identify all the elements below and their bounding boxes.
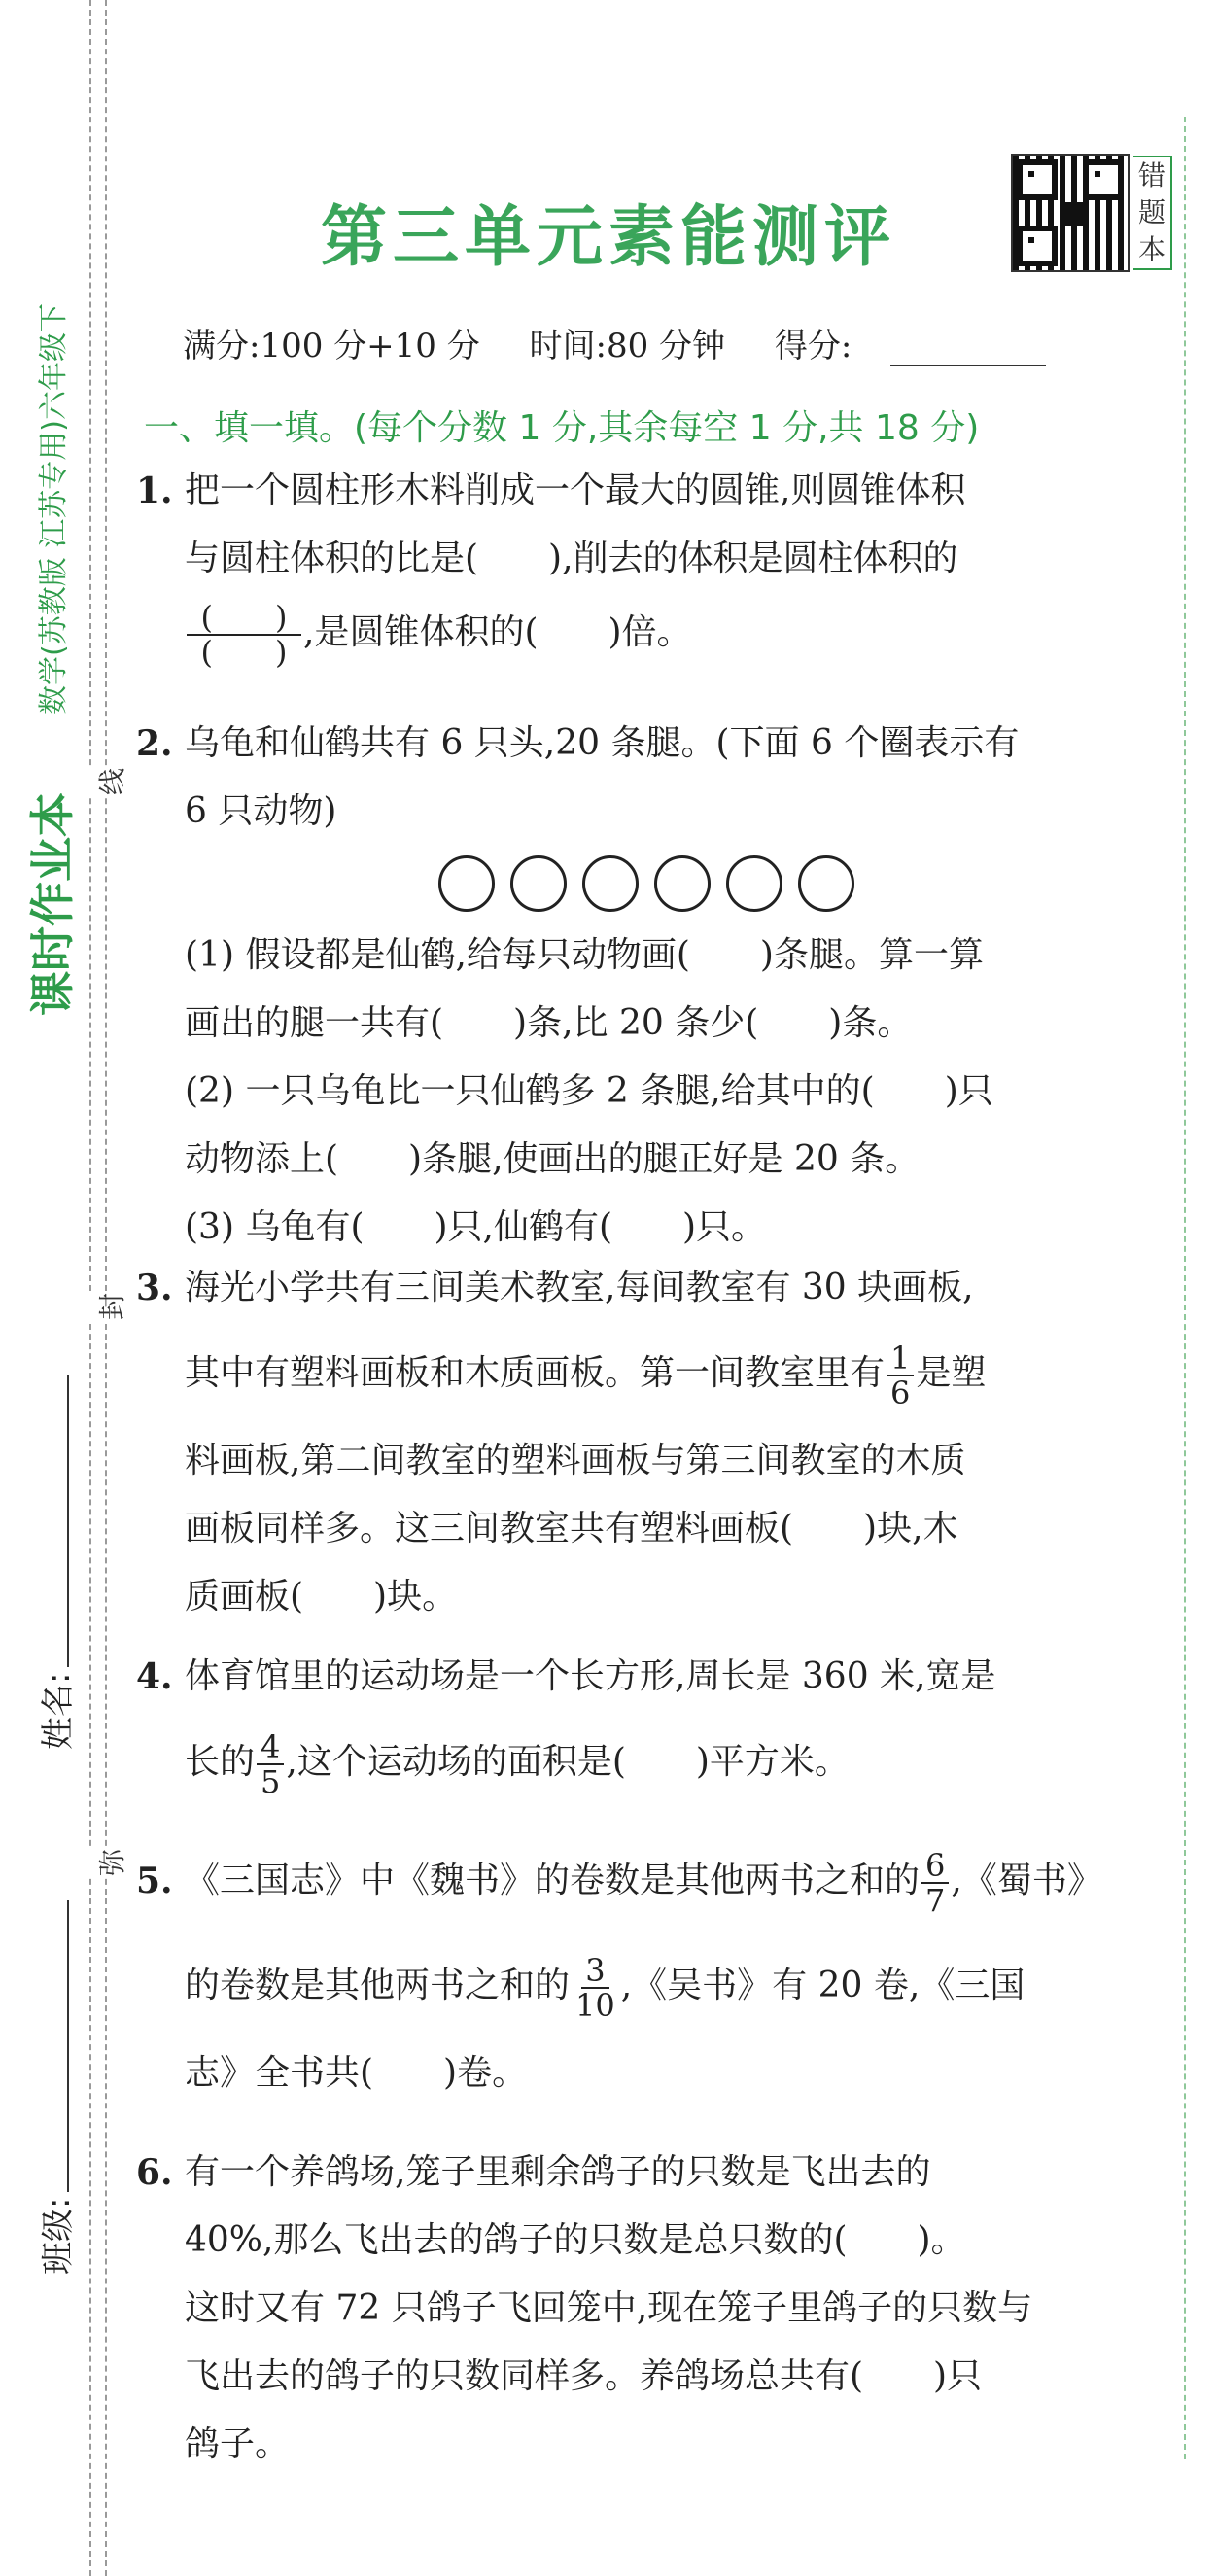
qr-label-char: 题 <box>1137 196 1165 228</box>
question-text: 鸽子。 <box>185 2424 291 2464</box>
fraction-numerator: ( ) <box>187 601 301 636</box>
qr-finder <box>1017 159 1058 200</box>
animal-circle[interactable] <box>438 855 495 912</box>
question-text: 6 只动物) <box>185 791 337 831</box>
question-text: ,《蜀书》 <box>951 1861 1102 1900</box>
class-label: 班级: <box>39 2197 78 2275</box>
qr-label-char: 本 <box>1137 233 1165 265</box>
question-5 <box>136 1847 1108 2107</box>
question-text: 画板同样多。这三间教室共有塑料画板( )块,木 <box>185 1509 958 1549</box>
fraction-denominator: 6 <box>890 1375 911 1411</box>
fraction <box>572 1954 619 2022</box>
series-label: 数学(苏教版 江苏专用)六年级下 <box>37 303 71 714</box>
fraction-denominator: ( ) <box>200 634 288 671</box>
section-heading: 一、填一填。(每个分数 1 分,其余每空 1 分,共 18 分) <box>144 408 980 448</box>
name-blank[interactable] <box>44 1375 69 1667</box>
question-text: ,是圆锥体积的( )倍。 <box>303 612 692 652</box>
binding-mark-seal: 封 <box>87 1293 134 1320</box>
binding-dashed-line-inner <box>105 0 107 2576</box>
animal-circle[interactable] <box>726 855 782 912</box>
question-number: 2. <box>136 723 173 764</box>
binding-mark-line: 线 <box>87 768 134 795</box>
time-limit: 时间:80 分钟 <box>529 327 726 366</box>
score-label: 得分: <box>775 327 1085 366</box>
question-number: 6. <box>136 2152 173 2193</box>
question-text-line <box>185 1728 1108 1798</box>
right-dashed-line <box>1184 117 1186 2459</box>
binding-dashed-line <box>89 0 91 2576</box>
full-score: 满分:100 分+10 分 <box>183 327 480 366</box>
question-text-line <box>185 1340 1108 1410</box>
question-text: 与圆柱体积的比是( ),削去的体积是圆柱体积的 <box>185 539 958 578</box>
question-text: 是塑 <box>916 1353 987 1393</box>
binding-mark-close: 弥 <box>87 1849 134 1876</box>
question-text: 其中有塑料画板和木质画板。第一间教室里有 <box>185 1353 886 1393</box>
class-field <box>31 1900 79 2275</box>
question-number: 1. <box>136 470 173 511</box>
animal-circle[interactable] <box>798 855 854 912</box>
answer-fraction-blank[interactable] <box>187 601 301 669</box>
qr-module <box>1060 202 1083 226</box>
question-number: 4. <box>136 1656 173 1697</box>
fraction <box>921 1849 949 1917</box>
qr-finder <box>1083 159 1124 200</box>
question-number: 3. <box>136 1268 173 1308</box>
question-4 <box>136 1643 1108 1798</box>
question-text: 料画板,第二间教室的塑料画板与第三间教室的木质 <box>185 1441 966 1480</box>
question-text: ,《吴书》有 20 卷,《三国 <box>620 1966 1026 2005</box>
subquestion-text: (2) 一只乌龟比一只仙鹤多 2 条腿,给其中的( )只 <box>185 1071 993 1111</box>
fraction-denominator: 10 <box>575 1987 615 2024</box>
fraction-numerator: 4 <box>257 1730 284 1765</box>
question-text: 《三国志》中《魏书》的卷数是其他两书之和的 <box>185 1861 921 1900</box>
qr-code-icon[interactable] <box>1011 154 1130 272</box>
question-1 <box>136 457 1108 669</box>
fraction <box>887 1341 914 1410</box>
class-blank[interactable] <box>44 1900 69 2192</box>
question-text-line <box>185 1952 1108 2022</box>
qr-label-char: 错 <box>1137 159 1165 191</box>
qr-finder <box>1017 226 1058 266</box>
animal-circles <box>185 855 1108 912</box>
question-2 <box>136 710 1108 1262</box>
question-text: 质画板( )块。 <box>185 1577 458 1617</box>
qr-label <box>1133 156 1172 270</box>
question-text: 把一个圆柱形木料削成一个最大的圆锥,则圆锥体积 <box>185 470 966 510</box>
brand-logo <box>17 792 82 1016</box>
fraction-numerator: 6 <box>921 1849 949 1884</box>
page-title: 第三单元素能测评 <box>320 199 896 276</box>
fraction-denominator: 5 <box>261 1763 281 1800</box>
question-text: 志》全书共( )卷。 <box>185 2053 528 2093</box>
question-text: 海光小学共有三间美术教室,每间教室有 30 块画板, <box>185 1268 974 1307</box>
name-field <box>31 1375 79 1750</box>
subquestion-text: 动物添上( )条腿,使画出的腿正好是 20 条。 <box>185 1139 921 1179</box>
fraction-denominator: 7 <box>925 1882 946 1919</box>
question-text: 飞出去的鸽子的只数同样多。养鸽场总共有( )只 <box>185 2356 983 2396</box>
question-text-line <box>185 1847 1108 1917</box>
question-text: 的卷数是其他两书之和的 <box>185 1966 571 2005</box>
score-blank[interactable] <box>890 345 1046 366</box>
subquestion-text: 画出的腿一共有( )条,比 20 条少( )条。 <box>185 1003 913 1043</box>
fraction-numerator: 3 <box>581 1954 608 1989</box>
subquestion-text: (1) 假设都是仙鹤,给每只动物画( )条腿。算一算 <box>185 935 984 975</box>
animal-circle[interactable] <box>654 855 711 912</box>
brand-text: 课时作业本 <box>26 792 79 1016</box>
question-text-line <box>185 599 1108 669</box>
animal-circle[interactable] <box>510 855 567 912</box>
question-6 <box>136 2139 1108 2479</box>
question-text: 这时又有 72 只鸽子飞回笼中,现在笼子里鸽子的只数与 <box>185 2288 1033 2328</box>
question-3 <box>136 1254 1108 1631</box>
subquestion-text: (3) 乌龟有( )只,仙鹤有( )只。 <box>185 1207 767 1247</box>
question-text: 有一个养鸽场,笼子里剩余鸽子的只数是飞出去的 <box>185 2152 931 2192</box>
fraction <box>257 1730 284 1798</box>
question-text: 长的 <box>185 1742 256 1782</box>
name-label: 姓名: <box>39 1672 78 1750</box>
score-line <box>183 319 1124 366</box>
question-number: 5. <box>136 1861 173 1901</box>
animal-circle[interactable] <box>582 855 639 912</box>
question-text: ,这个运动场的面积是( )平方米。 <box>286 1742 850 1782</box>
question-text: 40%,那么飞出去的鸽子的只数是总只数的( )。 <box>185 2220 966 2260</box>
question-text: 体育馆里的运动场是一个长方形,周长是 360 米,宽是 <box>185 1656 996 1696</box>
question-text: 乌龟和仙鹤共有 6 只头,20 条腿。(下面 6 个圈表示有 <box>185 723 1020 763</box>
fraction-numerator: 1 <box>887 1341 914 1376</box>
